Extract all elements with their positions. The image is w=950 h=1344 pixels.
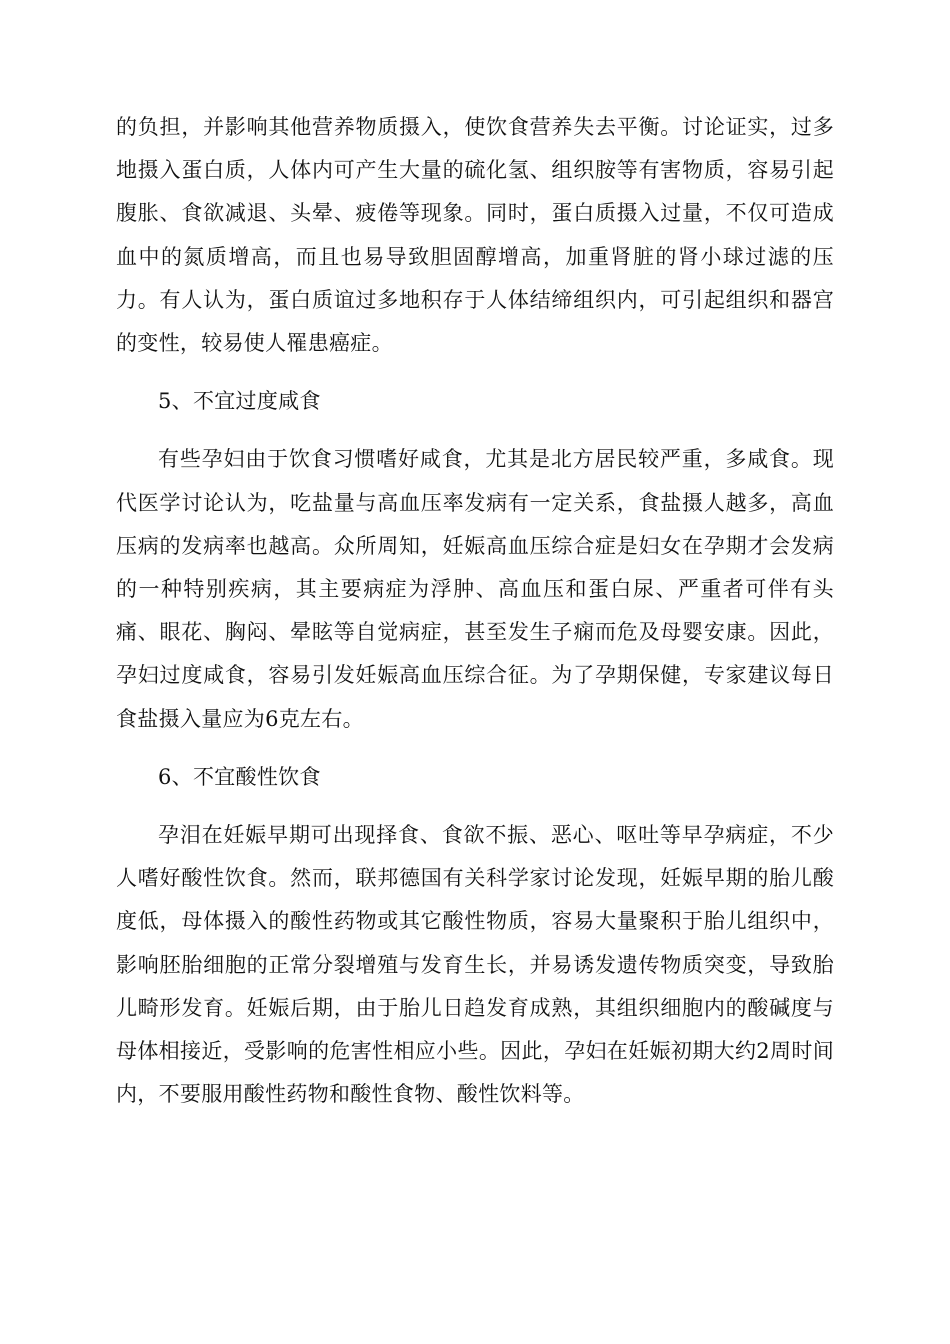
section-heading-salty-food: 5、不宜过度咸食 [158,389,321,414]
section-heading-acidic-food: 6、不宜酸性饮食 [158,764,321,789]
paragraph-salty-food: 有些孕妇由于饮食习惯嗜好咸食，尤其是北方居民较严重，多咸食。现代医学讨论认为，吃盐量与高血压率发病有一定关系，食盐摄人越多，高血压病的发病率也越高。众所周知，妊娠高血压综合症是妇女在孕期才会发病的一种特别疾病，其主要病症为浮肿、高血压和蛋白尿、严重者可伴有头痛、眼花、胸闷、晕眩等自觉病症，甚至发生子痫而危及母婴安康。因此，孕妇过度咸食，容易引发妊娠高血压综合征。为了孕期保健，专家建议每日食盐摄入量应为6克左右。 [116,447,834,731]
document-body [116,106,834,1116]
paragraph-protein-intake: 的负担，并影响其他营养物质摄入，使饮食营养失去平衡。讨论证实，过多地摄入蛋白质，人体内可产生大量的硫化氢、组织胺等有害物质，容易引起腹胀、食欲减退、头晕、疲倦等现象。同时，蛋白质摄入过量，不仅可造成血中的氮质增高，而且也易导致胆固醇增高，加重肾脏的肾小球过滤的压力。有人认为，蛋白质谊过多地积存于人体结缔组织内，可引起组织和器宫的变性，较易使人罹患癌症。 [116,115,834,356]
paragraph-acidic-food: 孕泪在妊娠早期可出现择食、食欲不振、恶心、呕吐等早孕病症，不少人嗜好酸性饮食。然而，联邦德国有关科学家讨论发现，妊娠早期的胎儿酸度低，母体摄入的酸性药物或其它酸性物质，容易大量聚积于胎儿组织中，影响胚胎细胞的正常分裂增殖与发育生长，并易诱发遗传物质突变，导致胎儿畸形发育。妊娠后期，由于胎儿日趋发育成熟，其组织细胞内的酸碱度与母体相接近，受影响的危害性相应小些。因此，孕妇在妊娠初期大约2周时间内，不要服用酸性药物和酸性食物、酸性饮料等。 [116,823,834,1107]
